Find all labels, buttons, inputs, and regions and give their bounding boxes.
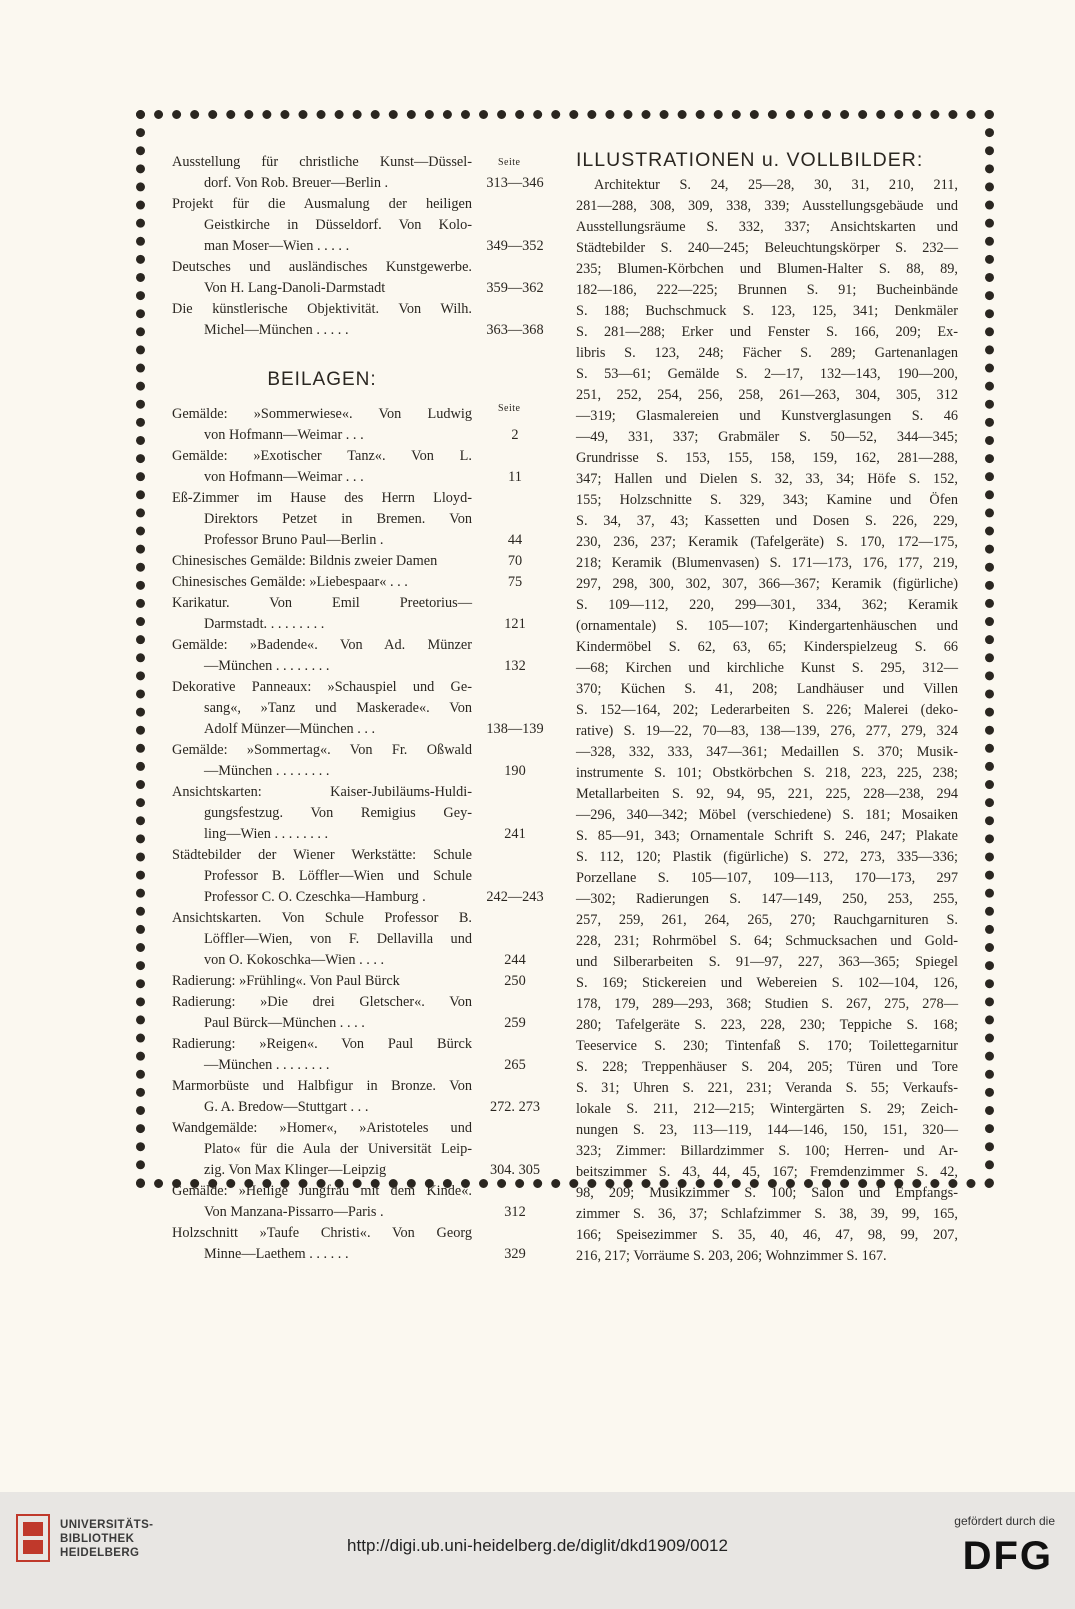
toc-entry-page: 313—346 [486, 175, 544, 191]
toc-entry-text [172, 572, 472, 593]
toc-entry [172, 1118, 558, 1181]
toc-entry [172, 908, 558, 971]
toc-entry-line: von O. Kokoschka—Wien . . . . [204, 952, 385, 968]
toc-entry [172, 677, 558, 740]
illustrationen-line: 297, 298, 300, 302, 307, 366—367; Keramik (figürliche) [576, 576, 958, 592]
toc-entry [172, 971, 558, 992]
toc-entry-text [172, 299, 472, 341]
illustrationen-line: Architektur S. 24, 25—28, 30, 31, 210, 211, [594, 177, 958, 193]
toc-entry-page: 44 [507, 532, 523, 548]
illustrationen-line: Grundrisse S. 153, 155, 158, 159, 162, 281—288, [576, 450, 958, 466]
library-name-line: UNIVERSITÄTS- [60, 1519, 154, 1531]
toc-entry [172, 1076, 558, 1118]
illustrationen-line: instrumente S. 101; Obstkörbchen S. 218, 223, 225, 238; [576, 765, 958, 781]
toc-entry-text [172, 740, 472, 782]
illustrationen-line: 166; Speisezimmer S. 35, 40, 46, 47, 98, 99, 207, [576, 1227, 958, 1243]
toc-entry-page: 138—139 [486, 721, 544, 737]
toc-entry-line: sang«, »Tanz und Maskerade«. Von [204, 700, 472, 716]
toc-entry-line: G. A. Bredow—Stuttgart . . . [204, 1099, 369, 1115]
toc-entry-page: 363—368 [486, 322, 544, 338]
toc-entry-line: Ansichtskarten: Kaiser-Jubiläums-Huldi- [172, 784, 472, 800]
toc-entry-text [172, 194, 472, 257]
toc-entry-text [172, 992, 472, 1034]
toc-entry-line: Marmorbüste und Halbfigur in Bronze. Von [172, 1078, 472, 1094]
toc-entry [172, 782, 558, 845]
toc-entry-text [172, 551, 472, 572]
illustrationen-line: S. 34, 37, 43; Kassetten und Dosen S. 226, 229, [576, 513, 958, 529]
toc-entry-line: Gemälde: »Sommertag«. Von Fr. Oßwald [172, 742, 472, 758]
toc-entry [172, 299, 558, 341]
dfg-logo[interactable]: DFG [962, 1534, 1053, 1578]
illustrationen-line: nungen S. 23, 113—119, 144—146, 150, 151, 320— [576, 1122, 958, 1138]
illustrationen-line: S. 188; Buchschmuck S. 123, 125, 341; Denkmäler [576, 303, 958, 319]
toc-entry-text [172, 1223, 472, 1265]
illustrationen-line: 323; Zimmer: Billardzimmer S. 100; Herren- und Ar- [576, 1143, 958, 1159]
illustrationen-line: 230, 236, 237; Keramik (Tafelgeräte) S. 170, 172—175, [576, 534, 958, 550]
toc-entry-line: Gemälde: »Sommerwiese«. Von Ludwig [172, 406, 472, 422]
illustrationen-line: 347; Hallen und Dielen S. 32, 33, 34; Höfe S. 152, [576, 471, 958, 487]
contents-list [172, 152, 558, 341]
toc-entry [172, 1034, 558, 1076]
illustrationen-line: —49, 331, 337; Grabmäler S. 50—52, 344—345; [576, 429, 958, 445]
illustrationen-line: —328, 332, 333, 347—361; Medaillen S. 370; Musik- [576, 744, 958, 760]
toc-entry-line: dorf. Von Rob. Breuer—Berlin . [204, 175, 389, 191]
toc-entry-line: Karikatur. Von Emil Preetorius— [172, 595, 472, 611]
toc-entry [172, 257, 558, 299]
toc-entry [172, 845, 558, 908]
toc-entry-page: 329 [504, 1246, 526, 1262]
toc-entry-line: Michel—München . . . . . [204, 322, 349, 338]
illustrationen-line: 216, 217; Vorräume S. 203, 206; Wohnzimmer S. 167. [576, 1248, 887, 1264]
toc-entry-line: Plato« für die Aula der Universität Leip- [204, 1141, 472, 1157]
toc-entry-line: zig. Von Max Klinger—Leipzig [204, 1162, 387, 1178]
seite-label-beilagen: Seite [498, 403, 521, 414]
illustrationen-line: Städtebilder S. 240—245; Beleuchtungskörper S. 232— [576, 240, 958, 256]
toc-entry-line: Holzschnitt »Taufe Christi«. Von Georg [172, 1225, 472, 1241]
toc-entry-page: 242—243 [486, 889, 544, 905]
toc-entry-text [172, 1181, 472, 1223]
toc-entry [172, 446, 558, 488]
illustrationen-line: 251, 252, 254, 256, 258, 261—263, 304, 305, 312 [576, 387, 958, 403]
toc-entry-line: Von H. Lang-Danoli-Darmstadt [204, 280, 386, 296]
toc-entry-line: von Hofmann—Weimar . . . [204, 469, 364, 485]
illustrationen-line: —319; Glasmalereien und Kunstverglasungen S. 46 [576, 408, 958, 424]
illustrationen-line: Kindermöbel S. 62, 63, 65; Kinderspielzeug S. 66 [576, 639, 958, 655]
footer-bar [0, 1492, 1075, 1609]
toc-entry-line: Professor C. O. Czeschka—Hamburg . [204, 889, 426, 905]
toc-entry-text [172, 593, 472, 635]
illustrationen-line: rative) S. 19—22, 70—83, 138—139, 276, 277, 279, 324 [576, 723, 958, 739]
toc-entry [172, 992, 558, 1034]
toc-entry-line: Darmstadt. . . . . . . . . [204, 616, 325, 632]
toc-entry-text [172, 152, 472, 194]
illustrationen-line: Metallarbeiten S. 92, 94, 95, 221, 225, 228—238, 294 [576, 786, 958, 802]
library-name-line: HEIDELBERG [60, 1547, 140, 1559]
toc-entry-line: Die künstlerische Objektivität. Von Wilh. [172, 301, 472, 317]
toc-entry-line: Professor B. Löffler—Wien und Schule [204, 868, 472, 884]
toc-entry-line: Radierung: »Die drei Gletscher«. Von [172, 994, 472, 1010]
toc-entry-line: Paul Bürck—München . . . . [204, 1015, 365, 1031]
toc-entry-page: 2 [511, 427, 519, 443]
toc-entry-text [172, 1034, 472, 1076]
toc-entry-text [172, 635, 472, 677]
toc-entry-line: Gemälde: »Heilige Jungfrau mit dem Kinde«. [172, 1183, 472, 1199]
toc-entry-line: man Moser—Wien . . . . . [204, 238, 350, 254]
toc-entry-text [172, 677, 472, 740]
toc-entry [172, 194, 558, 257]
illustrationen-line: —296, 340—342; Möbel (verschiedene) S. 181; Mosaiken [576, 807, 958, 823]
toc-entry-line: gungsfestzug. Von Remigius Gey- [204, 805, 472, 821]
left-column [172, 152, 558, 1265]
toc-entry-line: Minne—Laethem . . . . . . [204, 1246, 349, 1262]
toc-entry-text [172, 845, 472, 908]
illustrationen-line: 218; Keramik (Blumenvasen) S. 171—173, 176, 177, 219, [576, 555, 958, 571]
toc-entry [172, 593, 558, 635]
toc-entry-page: 272. 273 [489, 1099, 541, 1115]
toc-entry-line: Radierung: »Reigen«. Von Paul Bürck [172, 1036, 472, 1052]
toc-entry-line: Gemälde: »Exotischer Tanz«. Von L. [172, 448, 472, 464]
toc-entry-page: 190 [504, 763, 526, 779]
illustrationen-line: und Silberarbeiten S. 91—97, 227, 363—365; Spiegel [576, 954, 958, 970]
library-name-line: BIBLIOTHEK [60, 1533, 135, 1545]
toc-entry-page: 244 [504, 952, 526, 968]
toc-entry-line: —München . . . . . . . . [204, 1057, 330, 1073]
toc-entry-line: Chinesisches Gemälde: »Liebespaar« . . . [172, 574, 408, 590]
illustrationen-line: 228, 231; Rohrmöbel S. 64; Schmucksachen und Gold- [576, 933, 958, 949]
illustrationen-line: 257, 259, 261, 264, 265, 270; Rauchgarnituren S. [576, 912, 958, 928]
illustrationen-line: 155; Holzschnitte S. 329, 343; Kamine und Öfen [576, 492, 958, 508]
toc-entry-line: von Hofmann—Weimar . . . [204, 427, 364, 443]
illustrationen-line: Teeservice S. 230; Tintenfaß S. 170; Toilettegarnitur [576, 1038, 958, 1054]
toc-entry-page: 11 [508, 469, 522, 485]
toc-entry-line: Wandgemälde: »Homer«, »Aristoteles und [172, 1120, 472, 1136]
illustrationen-line: (ornamentale) S. 105—107; Kindergartenhäuschen und [576, 618, 958, 634]
toc-entry-line: Gemälde: »Badende«. Von Ad. Münzer [172, 637, 472, 653]
toc-entry-page: 349—352 [486, 238, 544, 254]
toc-entry-line: Von Manzana-Pissarro—Paris . [204, 1204, 384, 1220]
toc-entry-text [172, 908, 472, 971]
illustrationen-line: S. 281—288; Erker und Fenster S. 166, 209; Ex- [576, 324, 958, 340]
toc-entry [172, 572, 558, 593]
toc-entry-page: 75 [507, 574, 523, 590]
illustrationen-line: 370; Küchen S. 41, 208; Landhäuser und Villen [576, 681, 958, 697]
illustrationen-line: Ausstellungsräume S. 332, 337; Ansichtskarten und [576, 219, 958, 235]
illustrationen-line: 178, 179, 289—293, 368; Studien S. 267, 275, 278— [576, 996, 958, 1012]
toc-entry-text [172, 488, 472, 551]
illustrationen-line: beitszimmer S. 43, 44, 45, 167; Fremdenzimmer S. 42, [576, 1164, 958, 1180]
toc-entry-page: 359—362 [486, 280, 544, 296]
toc-entry-line: Löffler—Wien, von F. Dellavilla und [204, 931, 472, 947]
toc-entry-line: Eß-Zimmer im Hause des Herrn Lloyd- [172, 490, 472, 506]
illustrationen-line: lokale S. 211, 212—215; Wintergärten S. 29; Zeich- [576, 1101, 958, 1117]
illustrationen-line: S. 109—112, 220, 299—301, 334, 362; Keramik [576, 597, 958, 613]
toc-entry [172, 635, 558, 677]
toc-entry-page: 265 [504, 1057, 526, 1073]
illustrationen-line: —68; Kirchen und kirchliche Kunst S. 295, 312— [576, 660, 958, 676]
toc-entry-line: Ausstellung für christliche Kunst—Düssel- [172, 154, 472, 170]
illustrationen-line: S. 152—164, 202; Lederarbeiten S. 226; Malerei (deko- [576, 702, 958, 718]
toc-entry-page: 121 [504, 616, 526, 632]
illustrationen-line: S. 112, 120; Plastik (figürliche) S. 272, 273, 335—336; [576, 849, 958, 865]
illustrationen-line: 235; Blumen-Körbchen und Blumen-Halter S. 88, 89, [576, 261, 958, 277]
toc-entry-line: —München . . . . . . . . [204, 763, 330, 779]
toc-entry-text [172, 1076, 472, 1118]
illustrationen-line: 182—186, 222—225; Brunnen S. 91; Bucheinbände [576, 282, 958, 298]
toc-entry-line: Deutsches und ausländisches Kunstgewerbe. [172, 259, 472, 275]
illustrationen-line: S. 53—61; Gemälde S. 2—17, 132—143, 190—200, [576, 366, 958, 382]
toc-entry [172, 488, 558, 551]
toc-entry-text [172, 782, 472, 845]
toc-entry-page: 304. 305 [489, 1162, 541, 1178]
illustrationen-text [576, 175, 958, 1267]
toc-entry-page: 250 [504, 973, 526, 989]
source-url-link[interactable]: http://digi.ub.uni-heidelberg.de/diglit/dkd1909/0012 [347, 1536, 728, 1555]
toc-entry-line: Geistkirche in Düsseldorf. Von Kolo- [204, 217, 472, 233]
toc-entry-text [172, 404, 472, 446]
illustrationen-line: zimmer S. 36, 37; Schlafzimmer S. 38, 39, 99, 165, [576, 1206, 958, 1222]
toc-entry-page: 259 [504, 1015, 526, 1031]
right-column [576, 150, 958, 1267]
illustrationen-line: 98, 209; Musikzimmer S. 100; Salon und Empfangs- [576, 1185, 958, 1201]
illustrationen-line: 280; Tafelgeräte S. 223, 228, 230; Teppiche S. 168; [576, 1017, 958, 1033]
toc-entry [172, 740, 558, 782]
toc-entry-page: 132 [504, 658, 526, 674]
toc-entry-text [172, 446, 472, 488]
toc-entry-line: Dekorative Panneaux: »Schauspiel und Ge- [172, 679, 472, 695]
illustrationen-line: libris S. 123, 248; Fächer S. 289; Gartenanlagen [576, 345, 958, 361]
beilagen-heading: BEILAGEN: [267, 369, 377, 390]
illustrationen-line: —302; Radierungen S. 147—149, 250, 253, 255, [576, 891, 958, 907]
toc-entry-line: ling—Wien . . . . . . . . [204, 826, 329, 842]
toc-entry-line: Ansichtskarten. Von Schule Professor B. [172, 910, 472, 926]
toc-entry-line: Professor Bruno Paul—Berlin . [204, 532, 384, 548]
illustrationen-line: S. 85—91, 343; Ornamentale Schrift S. 246, 247; Plakate [576, 828, 958, 844]
illustrationen-line: S. 169; Stickereien und Webereien S. 102—104, 126, [576, 975, 958, 991]
toc-entry-line: Direktors Petzet in Bremen. Von [204, 511, 472, 527]
toc-entry-page: 241 [504, 826, 526, 842]
toc-entry-line: Adolf Münzer—München . . . [204, 721, 376, 737]
illustrationen-line: Porzellane S. 105—107, 109—113, 170—173, 297 [576, 870, 958, 886]
toc-entry-line: —München . . . . . . . . [204, 658, 330, 674]
toc-entry-page: 70 [507, 553, 523, 569]
seite-label-contents: Seite [498, 157, 521, 168]
toc-entry [172, 1181, 558, 1223]
illustrationen-line: S. 31; Uhren S. 221, 231; Veranda S. 55; Verkaufs- [576, 1080, 958, 1096]
illustrationen-line: 281—288, 308, 309, 338, 339; Ausstellungsgebäude und [576, 198, 958, 214]
toc-entry-line: Städtebilder der Wiener Werkstätte: Schule [172, 847, 472, 863]
toc-entry-page: 312 [504, 1204, 526, 1220]
toc-entry [172, 1223, 558, 1265]
toc-entry [172, 551, 558, 572]
illustrationen-heading: ILLUSTRATIONEN u. VOLLBILDER: [576, 149, 924, 171]
beilagen-list [172, 404, 558, 1265]
toc-entry-text [172, 1118, 472, 1181]
toc-entry-text [172, 257, 472, 299]
funded-by-label: gefördert durch die [954, 1514, 1055, 1528]
illustrationen-line: S. 228; Treppenhäuser S. 204, 205; Türen und Tore [576, 1059, 958, 1075]
toc-entry-line: Chinesisches Gemälde: Bildnis zweier Damen [172, 553, 438, 569]
toc-entry-line: Projekt für die Ausmalung der heiligen [172, 196, 472, 212]
toc-entry-text [172, 971, 472, 992]
toc-entry-line: Radierung: »Frühling«. Von Paul Bürck [172, 973, 400, 989]
